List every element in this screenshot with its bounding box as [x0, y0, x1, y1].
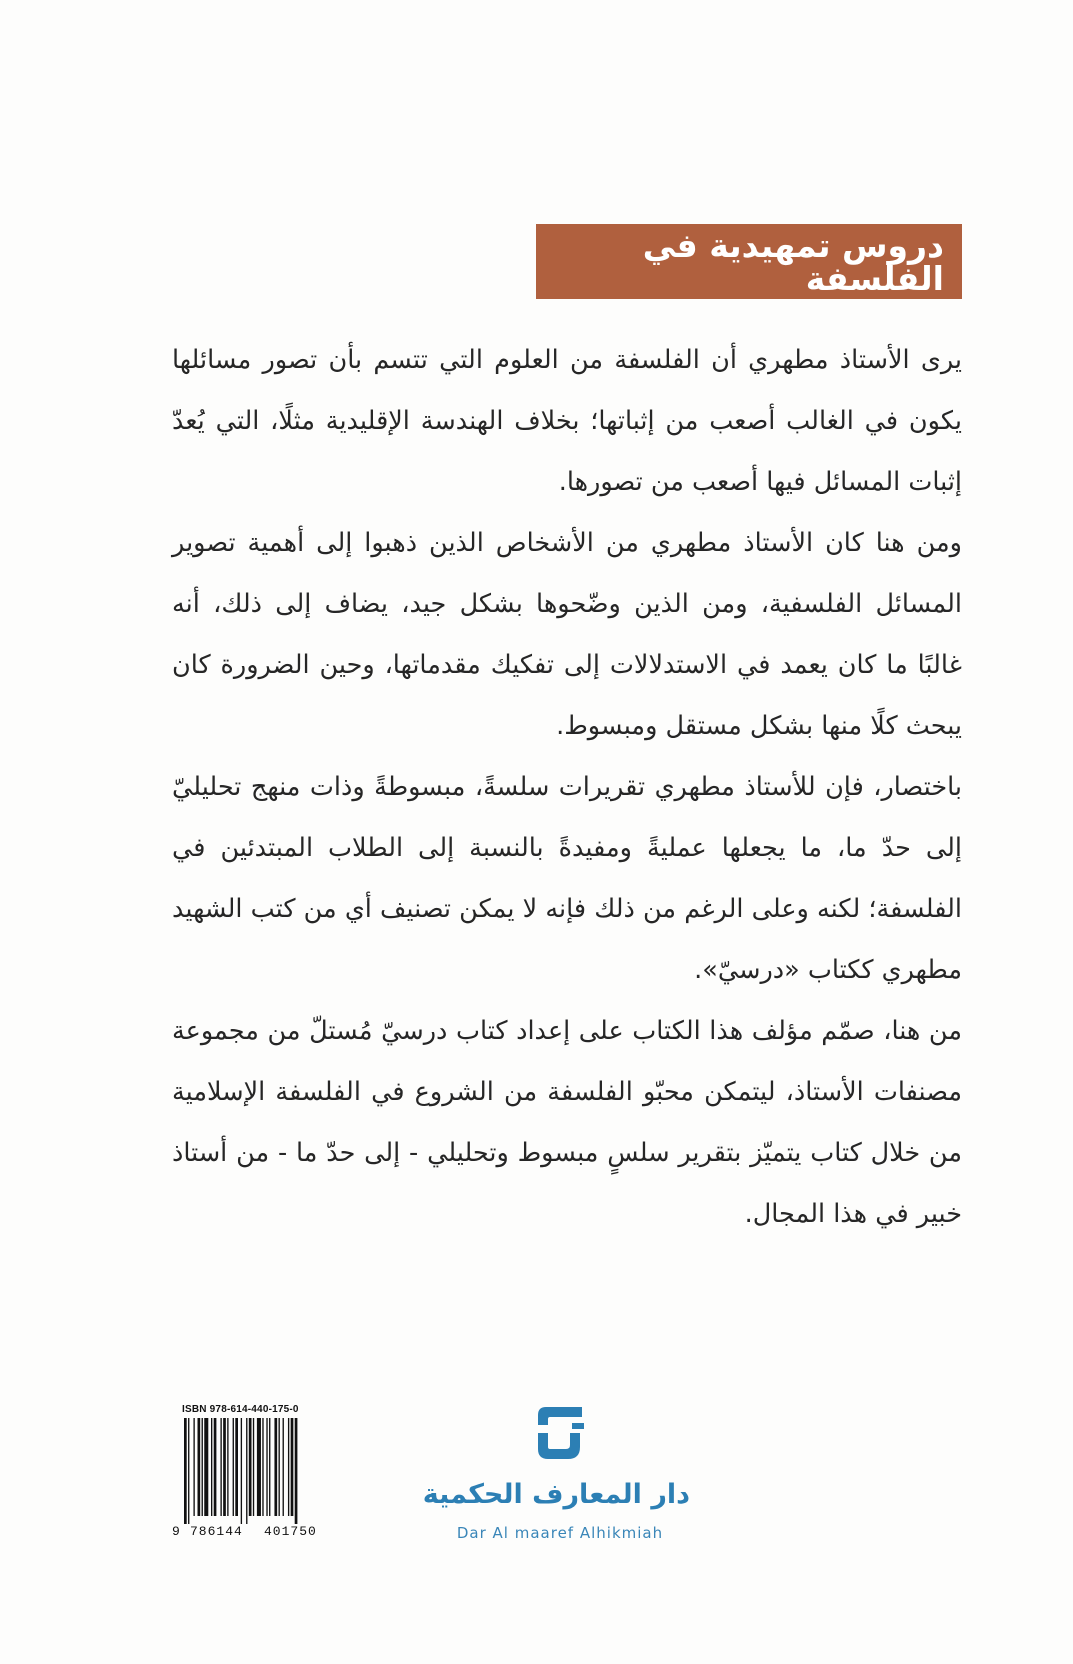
- blurb-paragraph-2: ومن هنا كان الأستاذ مطهري من الأشخاص الذين ذهبوا إلى أهمية تصوير المسائل الفلسفية، ومن الذين وضّحوها بشكل جيد، يضاف إلى ذلك، أنه غالبًا ما كان يعمد في الاستدلالات إلى تفكيك مقدماتها، وحين الضرورة كان يبحث كلًا منها بشكل مستقل ومبسوط.: [172, 528, 962, 741]
- blurb-paragraph-4: من هنا، صمّم مؤلف هذا الكتاب على إعداد كتاب درسيّ مُستلّ من مجموعة مصنفات الأستاذ، ليتمكن محبّو الفلسفة من الشروع في الفلسفة الإسلامية من خلال كتاب يتميّز بتقرير سلسٍ مبسوط وتحليلي - إلى حدّ ما - من أستاذ خبير في هذا المجال.: [172, 1016, 962, 1229]
- blurb-paragraph-3: باختصار، فإن للأستاذ مطهري تقريرات سلسةً، مبسوطةً وذات منهج تحليليّ إلى حدّ ما، ما يجعلها عمليةً ومفيدةً بالنسبة إلى الطلاب المبتدئين في الفلسفة؛ لكنه وعلى الرغم من ذلك فإنه لا يمكن تصنيف أي من كتب الشهيد مطهري ككتاب «درسيّ».: [172, 772, 962, 985]
- barcode-digits-left: 786144: [190, 1524, 243, 1539]
- publisher-name-latin: Dar Al maaref Alhikmiah: [456, 1524, 664, 1542]
- book-title: دروس تمهيدية في الفلسفة: [642, 225, 944, 298]
- barcode-icon: [172, 1418, 334, 1526]
- barcode-digits-right: 401750: [264, 1524, 317, 1539]
- publisher-mark: [422, 1403, 690, 1543]
- publisher-logo-icon: [532, 1403, 590, 1463]
- isbn-barcode: [172, 1404, 334, 1544]
- barcode-digit-first: 9: [172, 1524, 180, 1539]
- publisher-name-arabic: دار المعارف الحكمية: [422, 1479, 690, 1510]
- blurb-paragraph-1: يرى الأستاذ مطهري أن الفلسفة من العلوم التي تتسم بأن تصور مسائلها يكون في الغالب أصعب من إثباتها؛ بخلاف الهندسة الإقليدية مثلًا، التي يُعدّ إثبات المسائل فيها أصعب من تصورها.: [172, 345, 962, 497]
- isbn-label: ISBN 978-614-440-175-0: [182, 1404, 299, 1415]
- blurb: [172, 330, 962, 1245]
- title-banner: [536, 224, 962, 299]
